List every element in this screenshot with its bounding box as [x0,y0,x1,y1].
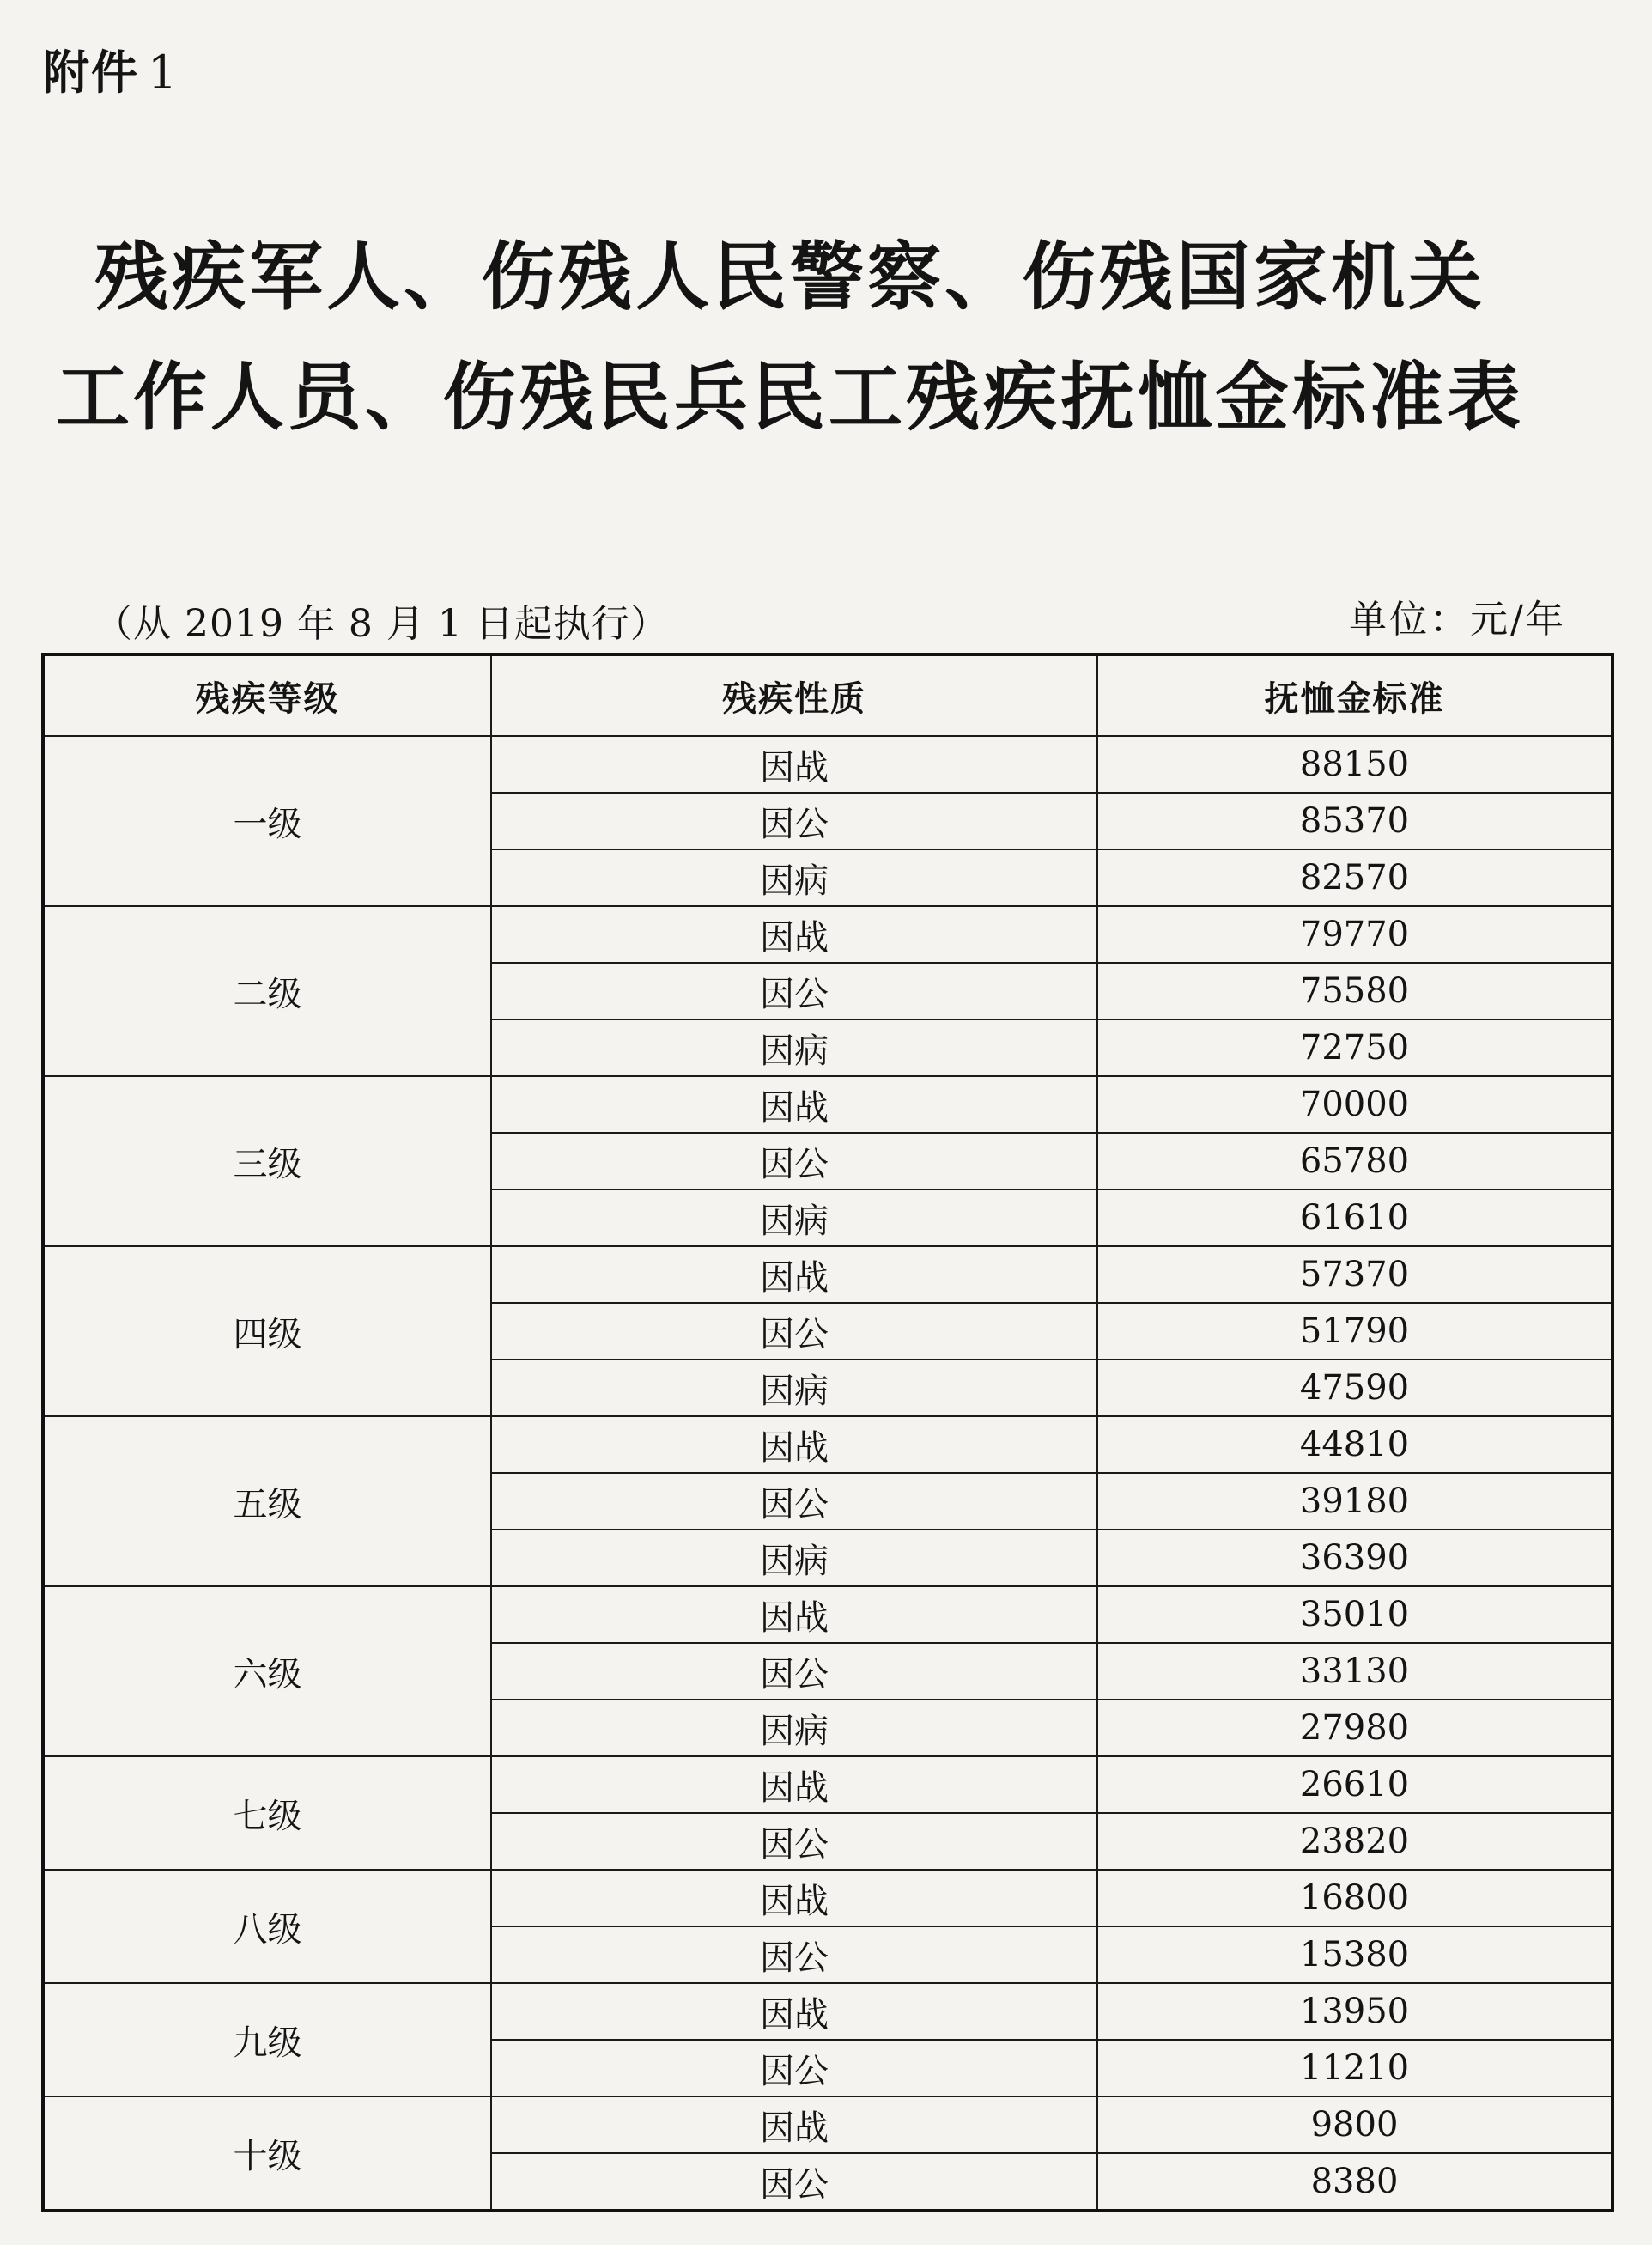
table-row [43,906,1613,963]
pension-amount-cell: 47590 [1097,1360,1613,1416]
disability-level-cell: 一级 [43,736,491,906]
disability-nature-cell: 因战 [491,2096,1097,2153]
table-row [43,1756,1613,1813]
table-header-row [43,654,1613,736]
disability-nature-cell: 因病 [491,849,1097,906]
pension-amount-cell: 39180 [1097,1473,1613,1530]
table-row [43,2096,1613,2153]
attachment-text: 附件 [43,46,139,100]
pension-amount-cell: 44810 [1097,1416,1613,1473]
pension-amount-cell: 51790 [1097,1303,1613,1360]
disability-nature-cell: 因病 [491,1189,1097,1246]
disability-nature-cell: 因病 [491,1530,1097,1586]
disability-nature-cell: 因病 [491,1019,1097,1076]
disability-nature-cell: 因战 [491,1076,1097,1133]
disability-level-cell: 六级 [43,1586,491,1756]
page-title-line-1: 残疾军人、伤残人民警察、伤残国家机关 [94,234,1485,320]
disability-nature-cell: 因战 [491,1416,1097,1473]
disability-nature-cell: 因公 [491,2153,1097,2211]
pension-amount-cell: 23820 [1097,1813,1613,1870]
table-row [43,1983,1613,2040]
pension-amount-cell: 75580 [1097,963,1613,1019]
effective-date-note: （从 2019 年 8 月 1 日起执行） [94,602,669,646]
attachment-label [43,36,179,102]
disability-nature-cell: 因战 [491,1586,1097,1643]
disability-level-cell: 三级 [43,1076,491,1246]
disability-nature-cell: 因战 [491,906,1097,963]
disability-nature-cell: 因公 [491,1813,1097,1870]
disability-nature-cell: 因公 [491,1133,1097,1189]
pension-amount-cell: 33130 [1097,1643,1613,1700]
disability-nature-cell: 因病 [491,1700,1097,1756]
pension-amount-cell: 72750 [1097,1019,1613,1076]
table-row [43,736,1613,793]
page-title-line-2: 工作人员、伤残民兵民工残疾抚恤金标准表 [56,355,1524,441]
disability-level-cell: 四级 [43,1246,491,1416]
pension-amount-cell: 57370 [1097,1246,1613,1303]
table-row [43,1416,1613,1473]
disability-nature-cell: 因公 [491,1643,1097,1700]
disability-level-cell: 九级 [43,1983,491,2096]
table-row [43,1076,1613,1133]
pension-amount-cell: 36390 [1097,1530,1613,1586]
pension-amount-cell: 65780 [1097,1133,1613,1189]
disability-nature-cell: 因战 [491,736,1097,793]
disability-nature-cell: 因战 [491,1983,1097,2040]
disability-nature-cell: 因病 [491,1360,1097,1416]
disability-level-cell: 八级 [43,1870,491,1983]
pension-standard-table [41,653,1614,2212]
disability-level-cell: 五级 [43,1416,491,1586]
pension-amount-cell: 79770 [1097,906,1613,963]
disability-nature-cell: 因公 [491,1303,1097,1360]
disability-nature-cell: 因公 [491,793,1097,849]
pension-amount-cell: 8380 [1097,2153,1613,2211]
attachment-number: 1 [148,46,179,100]
pension-amount-cell: 9800 [1097,2096,1613,2153]
table-row [43,1246,1613,1303]
unit-note: 单位：元/年 [1349,598,1566,642]
pension-amount-cell: 13950 [1097,1983,1613,2040]
header-pension-standard: 抚恤金标准 [1097,654,1613,736]
disability-level-cell: 七级 [43,1756,491,1870]
pension-amount-cell: 27980 [1097,1700,1613,1756]
pension-amount-cell: 11210 [1097,2040,1613,2096]
disability-level-cell: 二级 [43,906,491,1076]
disability-nature-cell: 因公 [491,963,1097,1019]
disability-nature-cell: 因公 [491,1926,1097,1983]
table-row [43,1870,1613,1926]
pension-amount-cell: 16800 [1097,1870,1613,1926]
disability-nature-cell: 因战 [491,1756,1097,1813]
pension-amount-cell: 85370 [1097,793,1613,849]
disability-nature-cell: 因公 [491,1473,1097,1530]
pension-amount-cell: 70000 [1097,1076,1613,1133]
disability-nature-cell: 因战 [491,1246,1097,1303]
pension-amount-cell: 61610 [1097,1189,1613,1246]
pension-amount-cell: 15380 [1097,1926,1613,1983]
pension-amount-cell: 88150 [1097,736,1613,793]
header-disability-nature: 残疾性质 [491,654,1097,736]
pension-amount-cell: 26610 [1097,1756,1613,1813]
disability-nature-cell: 因公 [491,2040,1097,2096]
table-body [43,736,1613,2211]
disability-nature-cell: 因战 [491,1870,1097,1926]
table-row [43,1586,1613,1643]
header-disability-level: 残疾等级 [43,654,491,736]
pension-amount-cell: 35010 [1097,1586,1613,1643]
pension-amount-cell: 82570 [1097,849,1613,906]
disability-level-cell: 十级 [43,2096,491,2211]
